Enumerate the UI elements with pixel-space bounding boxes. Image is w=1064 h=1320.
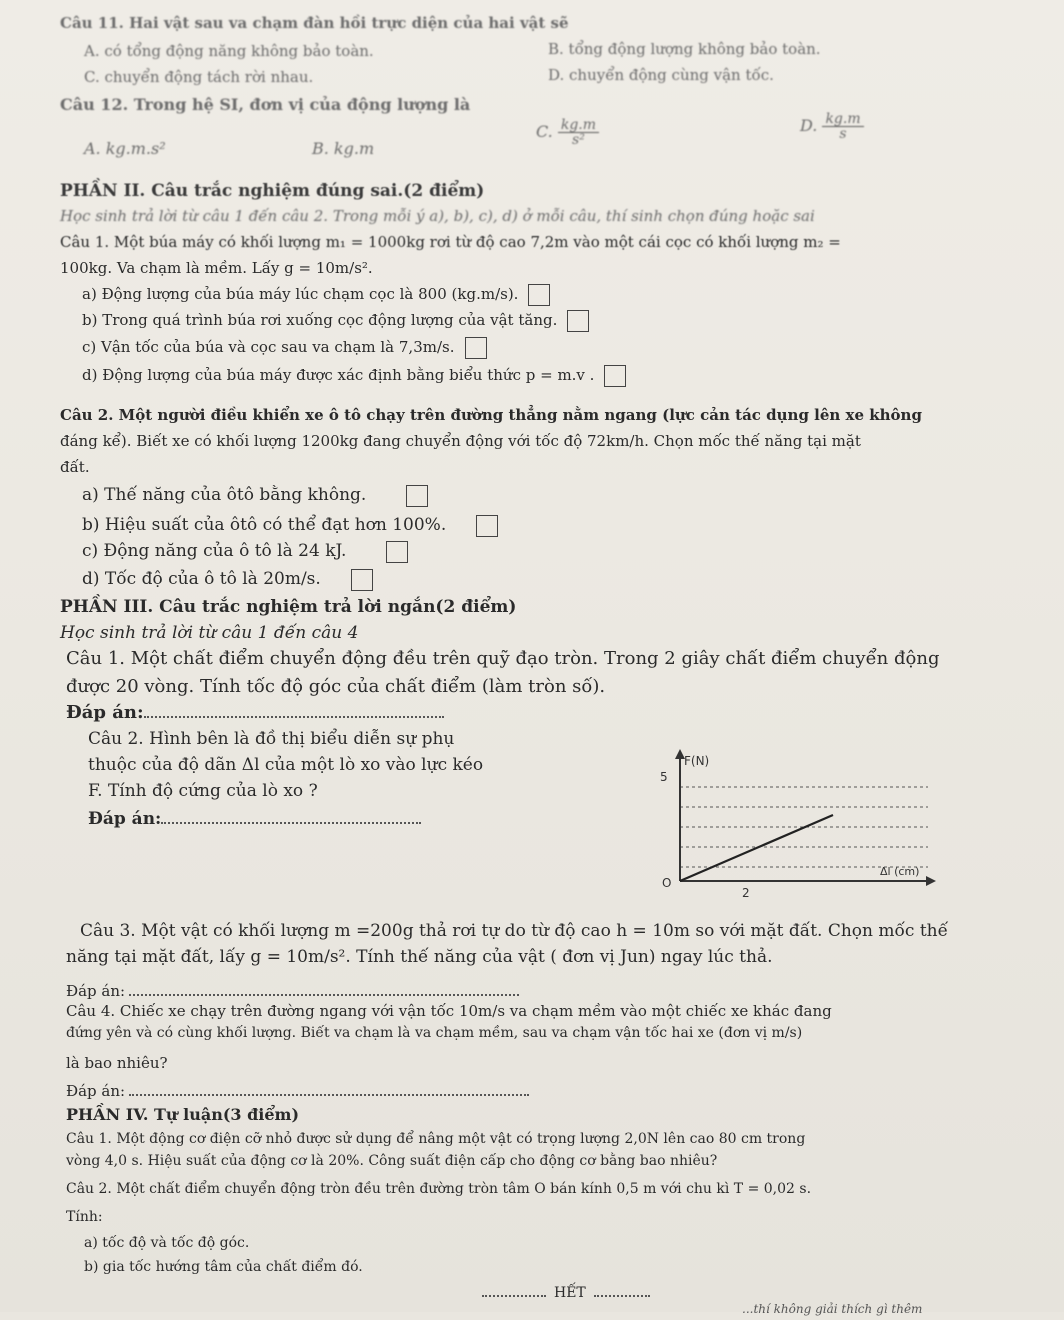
p3-q3-answer-line[interactable] bbox=[129, 980, 519, 996]
p3-q3-line2: năng tại mặt đất, lấy g = 10m/s². Tính thế năng của vật ( đơn vị Jun) ngay lúc thả. bbox=[66, 947, 773, 967]
p2-q2-stem-line3: đất. bbox=[60, 458, 90, 476]
p2-q1-d-checkbox[interactable] bbox=[604, 365, 626, 387]
p3-q4-answer-label: Đáp án: bbox=[66, 1082, 126, 1100]
p2-q2-item-b bbox=[82, 514, 498, 537]
graph-y-tick: 5 bbox=[660, 770, 668, 784]
p2-q2-c-text: c) Động năng của ô tô là 24 kJ. bbox=[82, 541, 347, 561]
p3-q3-line1: Câu 3. Một vật có khối lượng m =200g thả rơi tự do từ độ cao h = 10m so với mặt đất. Chọn mốc thế bbox=[80, 921, 949, 941]
q12-option-a: A. kg.m.s² bbox=[84, 139, 166, 158]
graph-origin: O bbox=[662, 876, 672, 890]
p2-q2-a-checkbox[interactable] bbox=[406, 485, 428, 507]
p2-q2-b-checkbox[interactable] bbox=[476, 515, 498, 537]
p2-q2-item-a bbox=[82, 484, 428, 507]
p3-q1-line1: Câu 1. Một chất điểm chuyển động đều trên quỹ đạo tròn. Trong 2 giây chất điểm chuyển động bbox=[66, 648, 940, 669]
p2-q1-b-text: b) Trong quá trình búa rơi xuống cọc động lượng của vật tăng. bbox=[82, 311, 558, 329]
p3-q2-line1: Câu 2. Hình bên là đồ thị biểu diễn sự phụ bbox=[88, 729, 455, 749]
part3-instruction: Học sinh trả lời từ câu 1 đến câu 4 bbox=[60, 623, 359, 643]
p4-q2-b: b) gia tốc hướng tâm của chất điểm đó. bbox=[84, 1259, 363, 1275]
p2-q2-stem-line2: đáng kể). Biết xe có khối lượng 1200kg đang chuyển động với tốc độ 72km/h. Chọn mốc thế năng tại mặt bbox=[60, 432, 861, 450]
part2-heading: PHẦN II. Câu trắc nghiệm đúng sai.(2 điểm) bbox=[60, 181, 485, 201]
p2-q2-b-text: b) Hiệu suất của ôtô có thể đạt hơn 100%. bbox=[82, 515, 447, 535]
q12-option-c bbox=[536, 118, 599, 147]
p3-q4-answer-line[interactable] bbox=[129, 1080, 529, 1096]
p2-q1-a-text: a) Động lượng của búa máy lúc chạm cọc là 800 (kg.m/s). bbox=[82, 285, 519, 303]
p3-q1-answer-label: Đáp án: bbox=[66, 702, 144, 723]
spring-force-graph bbox=[628, 745, 948, 905]
p3-q2-line2: thuộc của độ dãn Δl của một lò xo vào lực kéo bbox=[88, 755, 484, 775]
graph-x-tick: 2 bbox=[742, 886, 750, 900]
p3-q1-answer-line[interactable] bbox=[144, 702, 444, 718]
p2-q2-c-checkbox[interactable] bbox=[386, 541, 408, 563]
q12-option-d bbox=[800, 112, 864, 141]
p3-q4-answer bbox=[66, 1080, 529, 1102]
p3-q4-line1: Câu 4. Chiếc xe chạy trên đường ngang với vận tốc 10m/s va chạm mềm vào một chiếc xe khác đang bbox=[66, 1002, 832, 1020]
q12-d-den: s bbox=[839, 126, 847, 142]
q11-option-d: D. chuyển động cùng vận tốc. bbox=[548, 66, 774, 84]
end-dots-right bbox=[594, 1285, 650, 1297]
p2-q2-item-c bbox=[82, 540, 408, 563]
p4-q2-tinh: Tính: bbox=[66, 1209, 103, 1225]
p2-q1-stem-line2: 100kg. Va chạm là mềm. Lấy g = 10m/s². bbox=[60, 259, 373, 277]
q12-title: Câu 12. Trong hệ SI, đơn vị của động lượng là bbox=[60, 95, 471, 114]
p2-q2-d-text: d) Tốc độ của ô tô là 20m/s. bbox=[82, 569, 321, 589]
graph-x-label: Δl (cm) bbox=[880, 865, 920, 878]
p2-q1-a-checkbox[interactable] bbox=[528, 284, 550, 306]
q12-c-num: kg.m bbox=[558, 118, 599, 133]
q12-d-label: D. bbox=[800, 116, 818, 135]
p2-q2-a-text: a) Thế năng của ôtô bằng không. bbox=[82, 485, 367, 505]
p2-q2-stem-line1: Câu 2. Một người điều khiển xe ô tô chạy trên đường thẳng nằm ngang (lực cản tác dụng lên xe không bbox=[60, 406, 922, 424]
p3-q2-answer bbox=[88, 808, 421, 830]
p3-q3-answer bbox=[66, 980, 519, 1002]
force-line bbox=[680, 815, 833, 881]
p3-q4-line3: là bao nhiêu? bbox=[66, 1054, 168, 1072]
p2-q1-item-c bbox=[82, 336, 487, 359]
p3-q3-answer-label: Đáp án: bbox=[66, 982, 126, 1000]
p2-q1-item-d bbox=[82, 364, 626, 387]
end-dots-left bbox=[482, 1285, 546, 1297]
p2-q1-item-b bbox=[82, 309, 589, 332]
q11-option-a: A. có tổng động năng không bảo toàn. bbox=[84, 42, 374, 60]
q11-option-c: C. chuyển động tách rời nhau. bbox=[84, 68, 314, 86]
x-axis-arrow bbox=[926, 876, 936, 886]
graph-y-label: F(N) bbox=[684, 754, 710, 768]
p3-q2-answer-label: Đáp án: bbox=[88, 809, 162, 829]
p2-q1-b-checkbox[interactable] bbox=[567, 310, 589, 332]
end-text: HẾT bbox=[554, 1285, 586, 1301]
q11-option-b: B. tổng động lượng không bảo toàn. bbox=[548, 40, 821, 58]
q12-d-fraction bbox=[822, 112, 863, 141]
p3-q4-line2: đứng yên và có cùng khối lượng. Biết va chạm là va chạm mềm, sau va chạm vận tốc hai xe (đơn vị m/s) bbox=[66, 1025, 803, 1041]
q12-c-label: C. bbox=[536, 122, 553, 141]
p2-q2-item-d bbox=[82, 568, 373, 591]
p3-q1-line2: được 20 vòng. Tính tốc độ góc của chất điểm (làm tròn số). bbox=[66, 676, 606, 697]
end-marker bbox=[482, 1282, 650, 1304]
q12-option-b: B. kg.m bbox=[312, 139, 375, 158]
p4-q2-line1: Câu 2. Một chất điểm chuyển động tròn đều trên đường tròn tâm O bán kính 0,5 m với chu kì T = 0,02 s. bbox=[66, 1181, 812, 1197]
part4-heading: PHẦN IV. Tự luận(3 điểm) bbox=[66, 1105, 300, 1124]
q11-title: Câu 11. Hai vật sau va chạm đàn hồi trực diện của hai vật sẽ bbox=[60, 14, 569, 32]
p4-q1-line2: vòng 4,0 s. Hiệu suất của động cơ là 20%. Công suất điện cấp cho động cơ bằng bao nhiêu? bbox=[66, 1153, 718, 1169]
p3-q1-answer bbox=[66, 702, 444, 724]
p4-q2-a: a) tốc độ và tốc độ góc. bbox=[84, 1235, 250, 1251]
p4-q1-line1: Câu 1. Một động cơ điện cỡ nhỏ được sử dụng để nâng một vật có trọng lượng 2,0N lên cao 80 cm trong bbox=[66, 1131, 806, 1147]
p2-q1-c-checkbox[interactable] bbox=[465, 337, 487, 359]
p2-q1-c-text: c) Vận tốc của búa và cọc sau va chạm là 7,3m/s. bbox=[82, 338, 455, 356]
p3-q2-answer-line[interactable] bbox=[161, 808, 421, 824]
p2-q1-stem-line1: Câu 1. Một búa máy có khối lượng m₁ = 1000kg rơi từ độ cao 7,2m vào một cái cọc có khối lượng m₂ = bbox=[60, 233, 841, 251]
q12-c-den: s² bbox=[572, 132, 585, 148]
footer-note: ...thí không giải thích gì thêm bbox=[742, 1302, 923, 1316]
part3-heading: PHẦN III. Câu trắc nghiệm trả lời ngắn(2 điểm) bbox=[60, 597, 517, 617]
p2-q2-d-checkbox[interactable] bbox=[351, 569, 373, 591]
q12-c-fraction bbox=[558, 118, 599, 147]
part2-instruction: Học sinh trả lời từ câu 1 đến câu 2. Trong mỗi ý a), b), c), d) ở mỗi câu, thí sinh chọn đúng hoặc sai bbox=[60, 207, 815, 225]
p2-q1-d-text: d) Động lượng của búa máy được xác định bằng biểu thức p = m.v . bbox=[82, 366, 595, 384]
p3-q2-line3: F. Tính độ cứng của lò xo ? bbox=[88, 781, 318, 801]
q12-d-num: kg.m bbox=[822, 112, 863, 127]
p2-q1-item-a bbox=[82, 283, 550, 306]
